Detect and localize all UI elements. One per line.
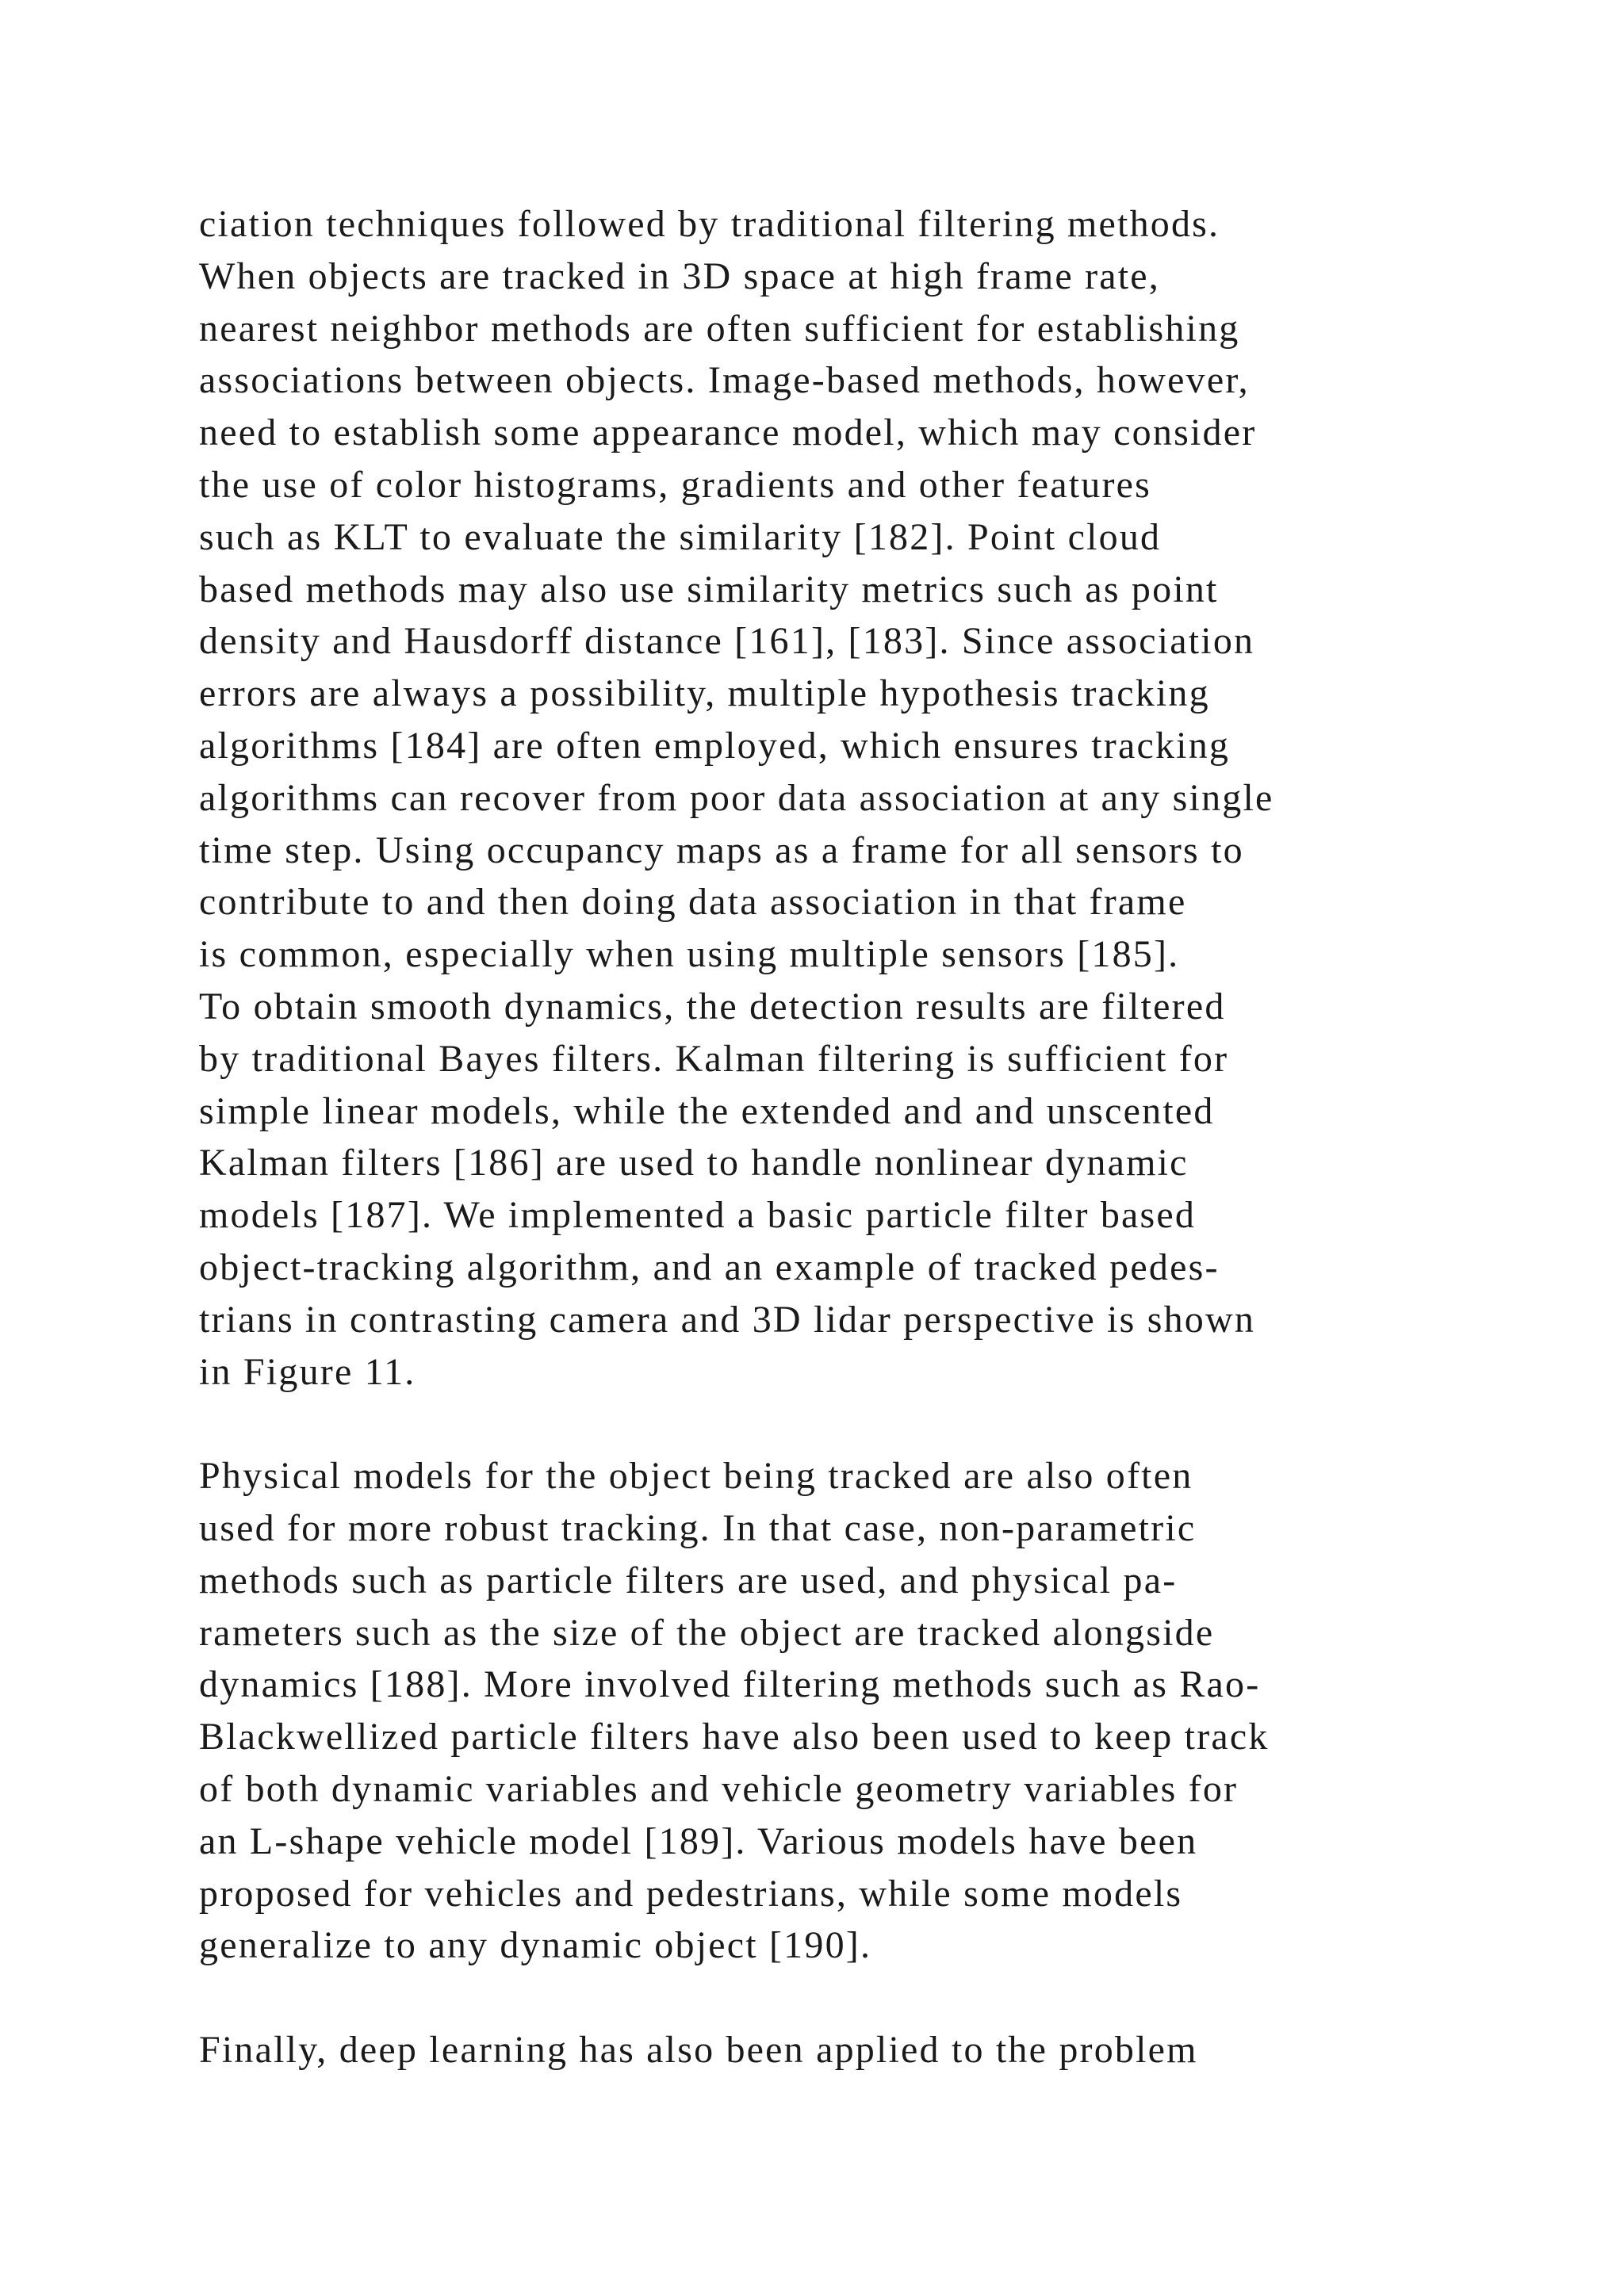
text-line: When objects are tracked in 3D space at high frame rate, [199, 254, 1161, 297]
text-line: need to establish some appearance model, which may consider [199, 411, 1257, 454]
text-line: time step. Using occupancy maps as a frame for all sensors to [199, 828, 1244, 871]
text-line: is common, especially when using multiple sensors [185]. [199, 933, 1180, 976]
text-line: simple linear models, while the extended and and unscented [199, 1089, 1215, 1132]
body-text [199, 198, 1484, 2076]
text-line: algorithms can recover from poor data association at any single [199, 776, 1274, 819]
text-line: dynamics [188]. More involved filtering methods such as Rao- [199, 1663, 1261, 1706]
text-line: ciation techniques followed by traditional filtering methods. [199, 203, 1220, 245]
text-line: To obtain smooth dynamics, the detection results are filtered [199, 985, 1226, 1027]
paragraph-gap [199, 1972, 1484, 2024]
text-line: density and Hausdorff distance [161], [183]. Since association [199, 620, 1255, 663]
text-line: in Figure 11. [199, 1350, 416, 1393]
text-line: object-tracking algorithm, and an example of tracked pedes- [199, 1246, 1220, 1288]
text-line: such as KLT to evaluate the similarity [182]. Point cloud [199, 515, 1162, 558]
text-line: rameters such as the size of the object are tracked alongside [199, 1611, 1215, 1654]
text-line: used for more robust tracking. In that case, non-parametric [199, 1506, 1197, 1549]
text-line: Blackwellized particle filters have also been used to keep track [199, 1716, 1270, 1758]
text-line: algorithms [184] are often employed, which ensures tracking [199, 724, 1231, 767]
text-line: generalize to any dynamic object [190]. [199, 1924, 872, 1967]
text-line: associations between objects. Image-based methods, however, [199, 359, 1250, 402]
paragraph [199, 2024, 1484, 2076]
text-line: models [187]. We implemented a basic particle filter based [199, 1194, 1197, 1237]
text-line: trians in contrasting camera and 3D lidar perspective is shown [199, 1298, 1256, 1341]
text-line: Kalman filters [186] are used to handle nonlinear dynamic [199, 1142, 1189, 1184]
text-line: the use of color histograms, gradients and other features [199, 463, 1152, 506]
paragraph-gap [199, 1398, 1484, 1450]
text-line: by traditional Bayes filters. Kalman filtering is sufficient for [199, 1037, 1229, 1080]
text-line: an L-shape vehicle model [189]. Various models have been [199, 1820, 1198, 1862]
text-line: based methods may also use similarity metrics such as point [199, 568, 1219, 610]
paragraph [199, 1450, 1484, 1972]
paragraph [199, 198, 1484, 1398]
text-line: contribute to and then doing data association in that frame [199, 881, 1187, 924]
text-line: of both dynamic variables and vehicle geometry variables for [199, 1767, 1239, 1810]
text-line: Physical models for the object being tracked are also often [199, 1455, 1193, 1498]
text-line: nearest neighbor methods are often sufficient for establishing [199, 307, 1240, 350]
text-line: Finally, deep learning has also been applied to the problem [199, 2028, 1198, 2071]
text-line: errors are always a possibility, multiple hypothesis tracking [199, 672, 1210, 715]
text-line: proposed for vehicles and pedestrians, while some models [199, 1872, 1183, 1915]
text-line: methods such as particle filters are used, and physical pa- [199, 1559, 1178, 1601]
